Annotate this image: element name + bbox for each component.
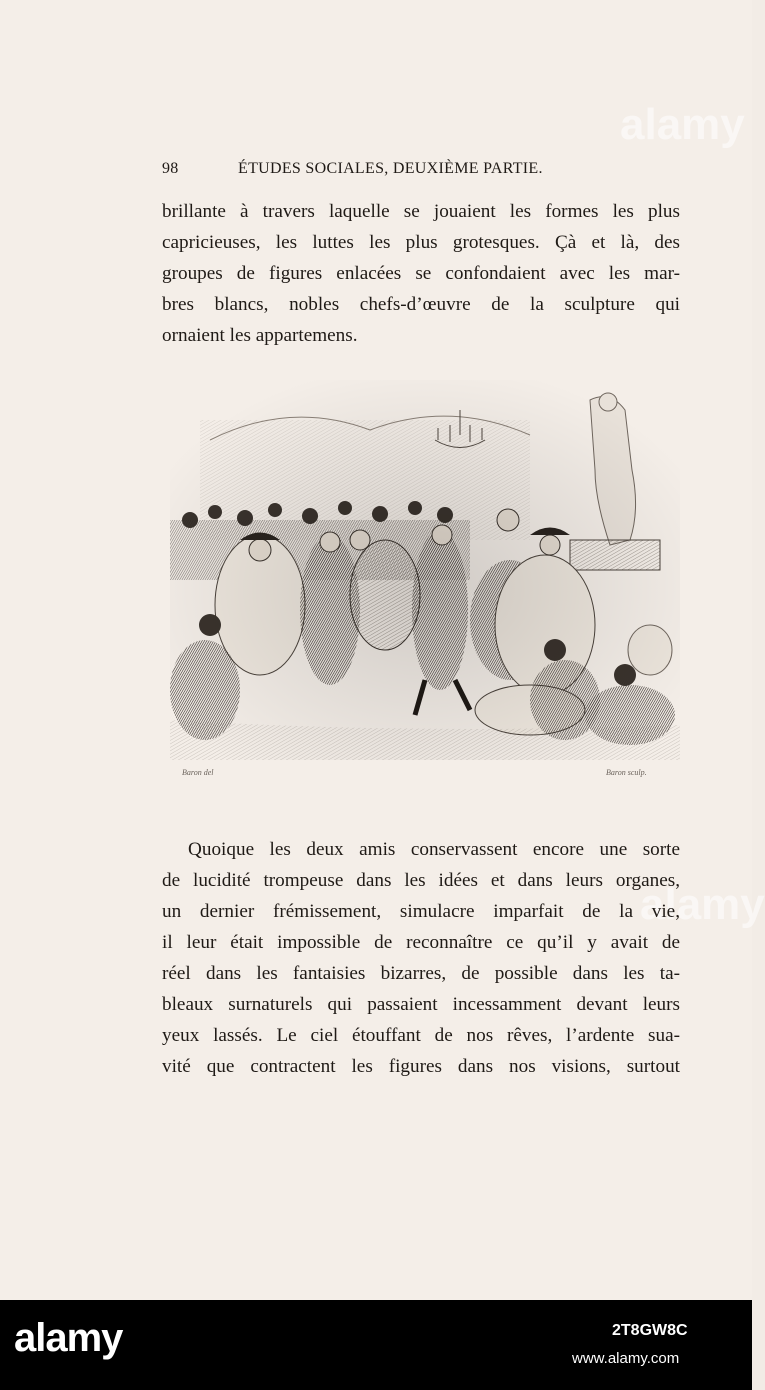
- text-line: de lucidité trompeuse dans les idées et dans leurs organes,: [162, 870, 680, 891]
- text-line: Quoique les deux amis conservassent encore une sorte: [188, 839, 680, 860]
- text-line: un dernier frémissement, simulacre imparfait de la vie,: [162, 901, 680, 922]
- text-line: bres blancs, nobles chefs-d’œuvre de la sculpture qui: [162, 294, 680, 315]
- text-line: vité que contractent les figures dans nos visions, surtout: [162, 1056, 680, 1077]
- engraving-illustration: [170, 380, 680, 760]
- site-url: www.alamy.com: [572, 1350, 680, 1367]
- alamy-logo: alamy: [14, 1316, 123, 1360]
- paragraph-1: [162, 196, 680, 351]
- running-title: ÉTUDES SOCIALES, DEUXIÈME PARTIE.: [238, 160, 543, 177]
- text-line: réel dans les fantaisies bizarres, de possible dans les ta-: [162, 963, 680, 984]
- text-line: ornaient les appartemens.: [162, 325, 358, 346]
- text-line: brillante à travers laquelle se jouaient les formes les plus: [162, 201, 680, 222]
- text-line: il leur était impossible de reconnaître ce qu’il y avait de: [162, 932, 680, 953]
- image-id: 2T8GW8C: [612, 1322, 688, 1339]
- text-line: groupes de figures enlacées se confondaient avec les mar-: [162, 263, 680, 284]
- paragraph-2: [162, 834, 680, 1082]
- illustration-credit-left: Baron del: [182, 768, 214, 777]
- text-line: capricieuses, les luttes les plus grotesques. Çà et là, des: [162, 232, 680, 253]
- watermark: alamy: [620, 100, 745, 149]
- page-number: 98: [162, 160, 179, 177]
- text-line: bleaux surnaturels qui passaient incessamment devant leurs: [162, 994, 680, 1015]
- watermark: alamy: [640, 880, 765, 929]
- illustration-credit-right: Baron sculp.: [606, 768, 647, 777]
- text-line: yeux lassés. Le ciel étouffant de nos rêves, l’ardente sua-: [162, 1025, 680, 1046]
